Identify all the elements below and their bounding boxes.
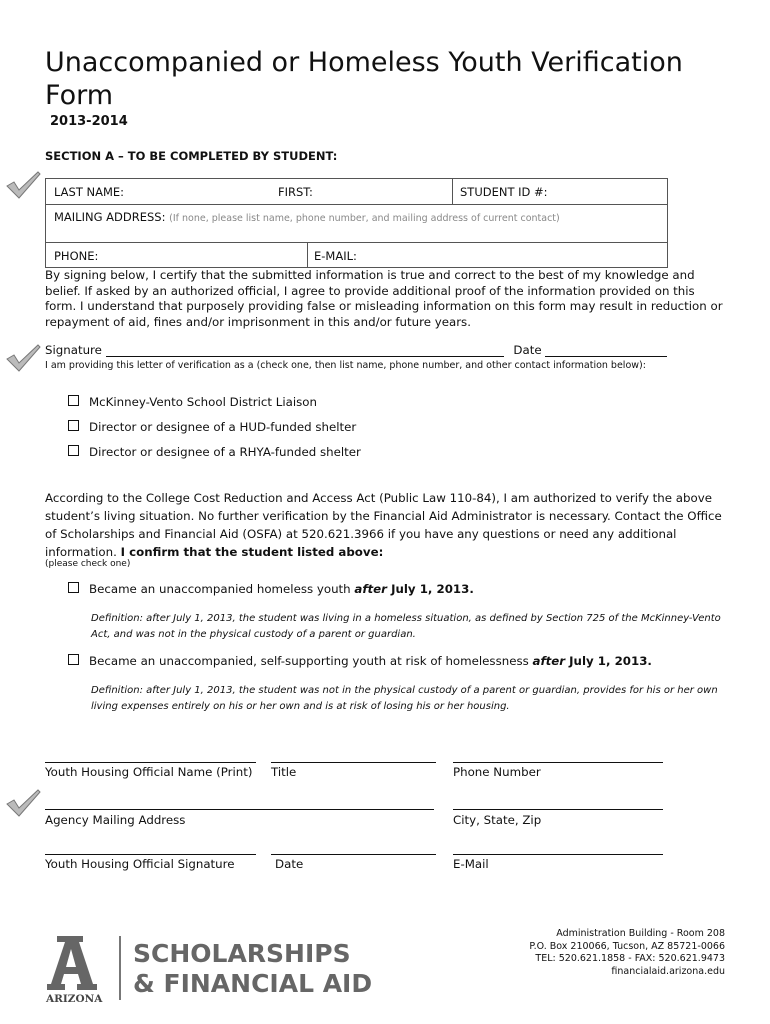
option-date: July 1, 2013. [565,654,652,668]
address-line: Administration Building - Room 208 [556,928,725,939]
checkbox[interactable] [68,395,79,406]
official-email-line[interactable] [453,854,663,855]
section-a-heading: SECTION A – TO BE COMPLETED BY STUDENT: [45,149,338,163]
mailing-address-hint: (If none, please list name, phone number, and mailing address of current contact) [169,213,560,224]
option-label: Director or designee of a HUD-funded shelter [89,420,357,434]
option-label: Became an unaccompanied, self-supporting youth at risk of homelessness [89,654,533,668]
signature-label: Signature [45,343,102,357]
mailing-address-field[interactable] [54,210,560,224]
authority-text [45,489,725,561]
option-emphasis: after [354,582,387,596]
title-line[interactable] [271,762,436,763]
agency-address-line[interactable] [45,809,434,810]
date-label: Date [513,343,542,357]
definition-homeless: Definition: after July 1, 2013, the student was living in a homeless situation, as defined by Section 725 of the McKinney-Vento Act, and was not in the physical custody of a parent or guardian. [91,613,721,640]
please-check-note: (please check one) [45,559,131,569]
date-line[interactable] [545,344,667,357]
official-date-line[interactable] [271,854,436,855]
provider-option-liaison[interactable] [68,395,317,409]
logo-arizona-text: ARIZONA [46,993,103,1004]
address-line: TEL: 520.621.1858 - FAX: 520.621.9473 [535,953,725,964]
checkmark-icon [4,788,42,818]
official-date-label: Date [275,857,304,871]
official-signature-label: Youth Housing Official Signature [45,857,235,871]
official-signature-line[interactable] [45,854,256,855]
website-link[interactable]: financialaid.arizona.edu [611,965,725,977]
logo-line1: SCHOLARSHIPS [133,939,351,968]
title-label: Title [271,765,297,779]
signature-line[interactable] [106,344,504,357]
status-option-at-risk[interactable] [68,654,652,668]
certification-text: By signing below, I certify that the submitted information is true and correct to the best of my knowledge and belief. If asked by an authorized official, I agree to provide additional proof of the information provided on this form. I understand that purposely providing false or misleading information on this form may result in reduction or repayment of aid, fines and/or imprisonment in this and/or future years. [45,268,723,329]
arizona-osfa-logo [45,934,380,1004]
checkbox[interactable] [68,420,79,431]
option-date: July 1, 2013. [386,582,474,596]
official-email-label: E-Mail [453,857,489,871]
student-info-table [45,178,668,268]
official-name-line[interactable] [45,762,256,763]
address-line: P.O. Box 210066, Tucson, AZ 85721-0066 [529,940,725,952]
agency-address-label: Agency Mailing Address [45,813,186,827]
official-name-label: Youth Housing Official Name (Print) [45,765,253,779]
checkmark-icon [4,343,42,373]
providing-instructions: I am providing this letter of verification as a (check one, then list name, phone number, and other contact information below): [45,360,646,371]
phone-number-line[interactable] [453,762,663,763]
checkbox[interactable] [68,582,79,593]
checkbox[interactable] [68,445,79,456]
option-label: McKinney-Vento School District Liaison [89,395,317,409]
arizona-a-logo-icon [45,934,380,1004]
option-label: Director or designee of a RHYA-funded shelter [89,445,361,459]
option-label: Became an unaccompanied homeless youth [89,582,355,596]
first-name-field[interactable]: FIRST: [278,185,313,199]
student-signature-row [45,343,685,357]
authority-body: According to the College Cost Reduction and Access Act (Public Law 110-84), I am authorized to verify the above student’s living situation. No further verification by the Financial Aid Administrator is necessary. Contact the Office of Scholarships and Financial Aid (OSFA) at 520.621.3966 if you have any questions or need any additional information. [45,491,722,559]
provider-option-rhya[interactable] [68,445,361,459]
form-year: 2013-2014 [50,114,128,129]
mailing-address-label: MAILING ADDRESS: [54,210,166,224]
provider-option-hud[interactable] [68,420,356,434]
form-title: Unaccompanied or Homeless Youth Verification Form [45,47,683,111]
status-option-homeless[interactable] [68,582,474,596]
authority-confirm: I confirm that the student listed above: [120,545,384,559]
city-state-zip-label: City, State, Zip [453,813,542,827]
student-id-field[interactable]: STUDENT ID #: [460,185,548,199]
phone-number-label: Phone Number [453,765,541,779]
option-emphasis: after [532,654,566,668]
last-name-field[interactable]: LAST NAME: [54,185,125,199]
logo-line2: & FINANCIAL AID [133,969,373,998]
phone-field[interactable]: PHONE: [54,249,99,263]
footer-address [529,928,725,978]
email-field[interactable]: E-MAIL: [314,249,357,263]
checkbox[interactable] [68,654,79,665]
checkmark-icon [4,170,42,200]
city-state-zip-line[interactable] [453,809,663,810]
definition-at-risk: Definition: after July 1, 2013, the student was not in the physical custody of a parent or guardian, provides for his or her own living expenses entirely on his or her own and is at risk of losing his or her housing. [91,685,718,712]
